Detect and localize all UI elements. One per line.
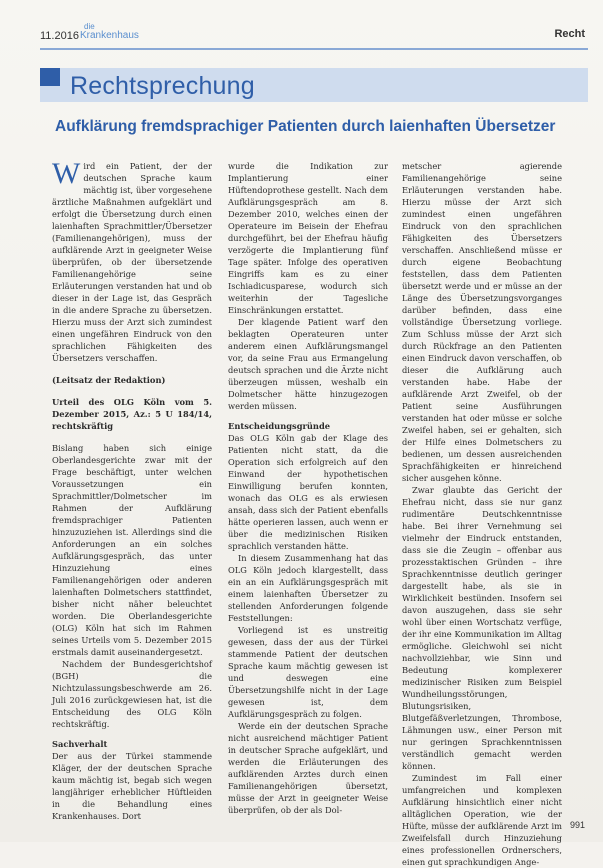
subheading-entscheidungsgruende: Entscheidungsgründe [228, 421, 331, 431]
journal-logo-name: Krankenhaus [80, 30, 139, 41]
header-rule [40, 48, 588, 50]
dropcap: W [52, 157, 81, 190]
paragraph: In diesem Zusammenhang hat das OLG Köln jedoch klargestellt, dass ein an ein Aufklärungsgespräch mit einem laienhaften Übersetzer zu stellenden Anforderungen folgende Feststellungen: [228, 553, 388, 623]
column-1 [52, 157, 212, 822]
banner-square-icon [40, 68, 60, 86]
paragraph: Der aus der Türkei stammende Kläger, der der deutschen Sprache kaum mächtig ist, begab sich wegen langjähriger erheblicher Hüftleiden in die Behandlung eines Krankenhauses. Dort [52, 751, 212, 821]
paragraph: Zumindest im Fall einer umfangreichen und komplexen Aufklärung hinsichtlich einer nicht alltäglichen Operation, wie der Hüfte, müsse der aufklärende Arzt im Zweifelsfall durch Hinzuziehung eines professionellen Ordnerschers, einen gut sprachkundigen Ange- [402, 773, 562, 867]
paragraph: Der klagende Patient warf den beklagten Operateuren unter anderem einen Aufklärungsmangel vor, da seine Frau aus Ermangelung deutsch sprachen und die Ärzte nicht überzeugen müssen, weshalb ein Dolmetscher hätte hinzugezogen werden müssen. [228, 317, 388, 411]
lead-text: ird ein Patient, der der deutschen Sprache kaum mächtig ist, über vorgesehene ärztliche Maßnahmen aufgeklärt und erfolgt die Übersetzung durch einen laienhaften Sprachmittler/Übersetzer (Familienangehörigen), muss der aufklärende Arzt in geeigneter Weise überprüfen, ob der übersetzende Familienangehörige seine Erläuterungen verstanden hat und ob dieser in der Lage ist, das Gespräch in die andere Sprache zu übersetzen. Hierzu muss der Arzt sich zumindest einen ungefähren Eindruck von den sprachlichen Fähigkeiten des Übersetzers verschaffen. [52, 161, 212, 363]
column-3 [402, 160, 562, 868]
paragraph: metscher agierende Familienangehörige seine Erläuterungen verstanden habe. Hierzu müsse der Arzt sich zumindest einen ungefähren Eindruck von den sprachlichen Fähigkeiten des Übersetzers verschaffen. Anschließend müsse er durch eigene Beobachtung feststellen, dass dem Patienten übersetzt werde und er müsse an der Länge des Übersetzungsvorganges darüber befinden, dass eine vollständige Übersetzung vorliege. Zum Schluss müsse der Arzt sich durch Rückfrage an den Patienten einen Eindruck davon verschaffen, ob dieser die Aufklärung auch verstanden habe. Habe der aufklärende Arzt Zweifel, ob der Patient seine Ausführungen verstanden hat oder müsse er solche Zweifel haben, sei er gehalten, sich der Hilfe eines Dolmetschers zu bedienen, um dessen ausreichenden Sprachfähigkeiten er hinreichend sicher ausgehen könne. [402, 161, 562, 483]
paragraph: Zwar glaubte das Gericht der Ehefrau nicht, dass sie nur ganz rudimentäre Deutschkenntnisse habe. Bei ihrer Vernehmung sei vielmehr der Eindruck entstanden, dass sie die Zeugin – offenbar aus prozesstaktischen Gründen – ihre Sprachkenntnisse deutlich geringer dargestellt habe, als sie in Wirklichkeit bestünden. Insofern sei davon auszugehen, dass sie sehr wohl über einen Wortschatz verfüge, der ihr eine Kommunikation im Alltag ermögliche. Gleichwohl sei nicht nachvollziehbar, wie Sinn und Bedeutung komplexerer medizinischer Risiken zum Beispiel Wundheilungsstörungen, Blutungsrisiken, Blutgefäßverletzungen, Thrombose, Lähmungen usw., einer Person mit nur geringen Sprachkenntnissen verständlich gemacht werden können. [402, 485, 562, 771]
paragraph: Vorliegend ist es unstreitig gewesen, dass der aus der Türkei stammende Patient der deutschen Sprache kaum mächtig gewesen ist und deswegen eine Übersetzungshilfe nicht in der Lage gewesen ist, dem Aufklärungsgespräch zu folgen. [228, 625, 388, 719]
paragraph: Das OLG Köln gab der Klage des Patienten nicht statt, da die Operation sich erfolgreich auf den Einwand der hypothetischen Einwilligung berufen konnten, wonach das OLG es als erwiesen ansah, dass sich der Patient ebenfalls hätte operieren lassen, auch wenn er über die medizinischen Risiken sprachlich verstanden hätte. [228, 433, 388, 551]
lead-paragraph [52, 157, 212, 364]
banner-title: Rechtsprechung [70, 72, 255, 100]
issue-date: 11.2016 [40, 30, 79, 42]
paragraph: Bislang haben sich einige Oberlandesgerichte zwar mit der Frage beschäftigt, unter welchen Voraussetzungen ein Sprachmittler/Dolmetscher im Rahmen der Aufklärung fremdsprachiger Patienten hinzuzuziehen ist. Allerdings sind die Anforderungen an ein solches Aufklärungsgespräch, das unter Hinzuziehung eines Familienangehörigen oder anderen laienhaften Dolmetschers stattfindet, bisher nicht näher beleuchtet worden. Die Oberlandesgerichte (OLG) Köln hat sich im Rahmen seines Urteils vom 5. Dezember 2015 erstmals damit auseinandergesetzt. [52, 443, 212, 657]
column-2 [228, 160, 388, 816]
journal-logo [80, 22, 139, 40]
subheading-sachverhalt: Sachverhalt [52, 739, 108, 749]
article-title: Aufklärung fremdsprachiger Patienten durch laienhaften Übersetzer [55, 118, 556, 135]
paragraph: Werde ein der deutschen Sprache nicht ausreichend mächtiger Patient in deutscher Sprache aufgeklärt, und werden die Erläuterungen des aufklärenden Arztes durch einen Familienangehörigen übersetzt, müsse der Arzt in geeigneter Weise überprüfen, ob der als Dol- [228, 721, 388, 815]
citation: Urteil des OLG Köln vom 5. Dezember 2015, Az.: 5 U 184/14, rechtskräftig [52, 397, 212, 431]
journal-logo-die: die [84, 22, 95, 31]
section-label: Recht [554, 28, 585, 40]
editor-note: (Leitsatz der Redaktion) [52, 375, 166, 385]
paragraph: Nachdem der Bundesgerichtshof (BGH) die Nichtzulassungsbeschwerde am 26. Juli 2016 zurückgewiesen hat, ist die Entscheidung des OLG Köln rechtskräftig. [52, 659, 212, 729]
paragraph: wurde die Indikation zur Implantierung einer Hüftendoprothese gestellt. Nach dem Aufklärungsgespräch am 8. Dezember 2010, welches einen der Operateure im Beisein der Ehefrau durchgeführt, bei der Ehefrau häufig verzögerte die Implantierung fünf Tage später. Infolge des operativen Eingriffs kam es zu einer Ischiadicusparese, wodurch sich weiterhin der Tagesliche Einschränkungen erstattet. [228, 161, 388, 315]
page-number: 991 [569, 820, 585, 830]
